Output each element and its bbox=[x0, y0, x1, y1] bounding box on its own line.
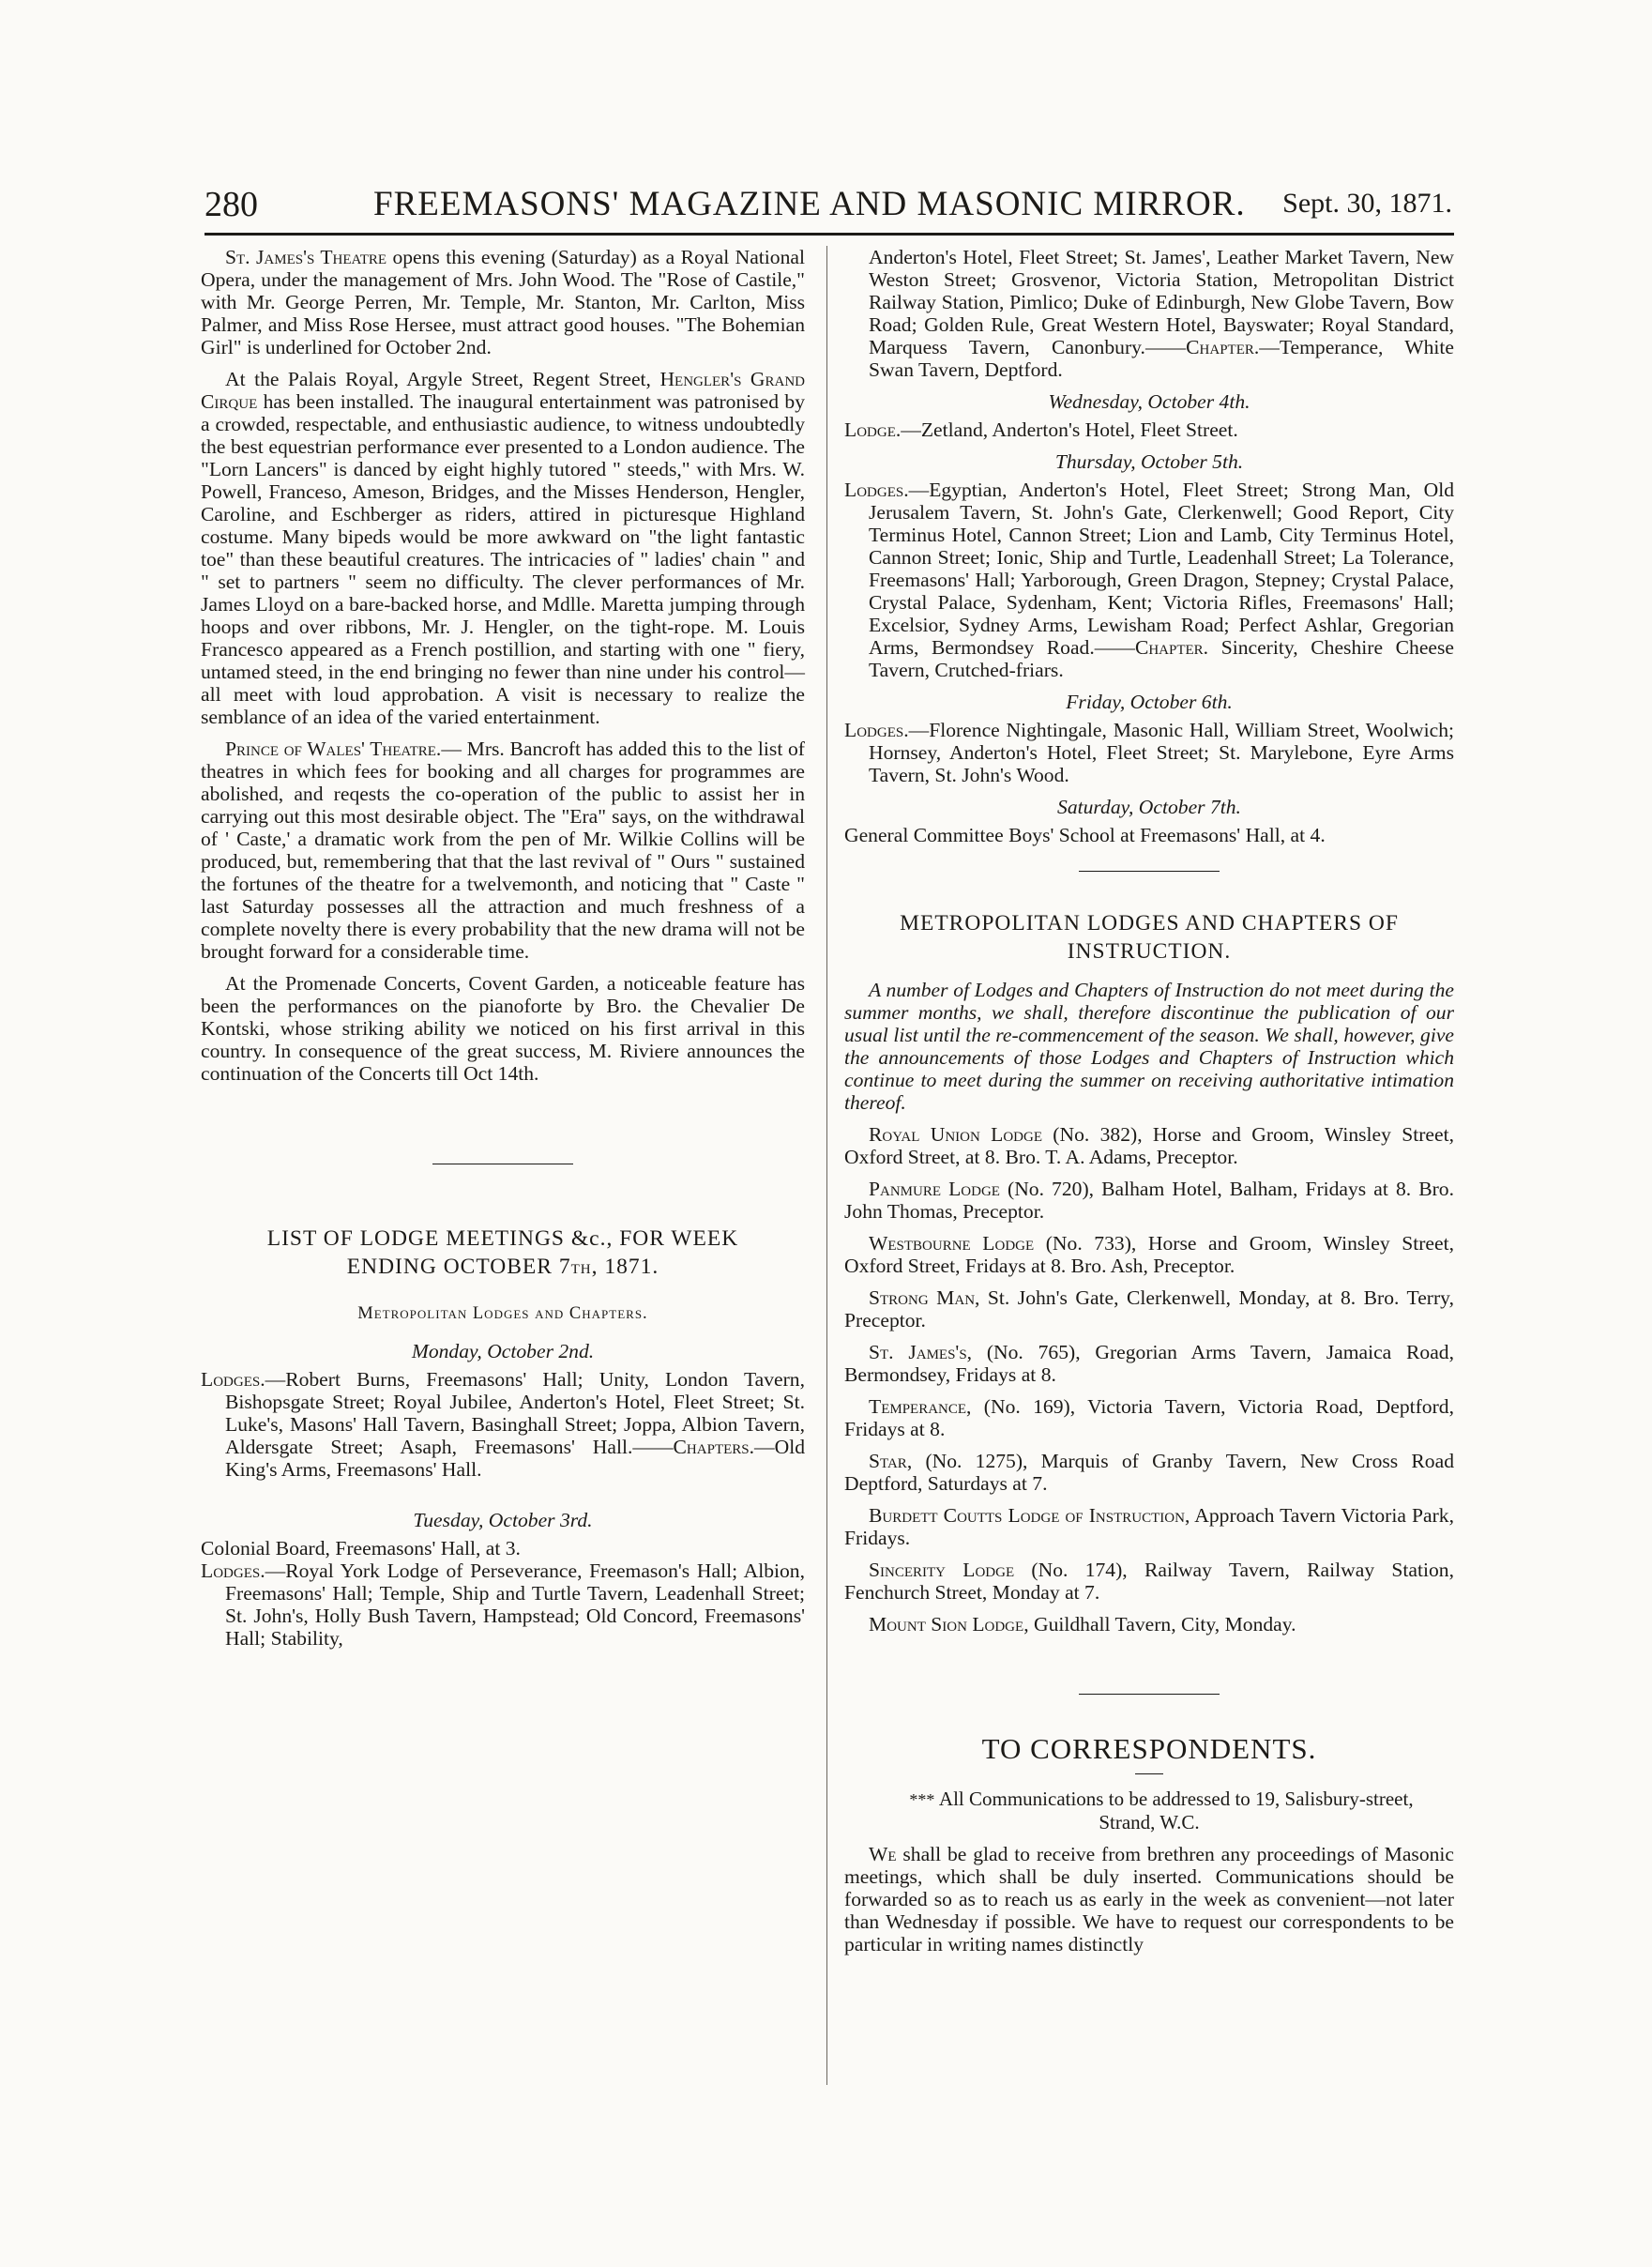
correspondents-address: *** All Communications to be addressed to 19, Salisbury-street, Strand, W.C. bbox=[909, 1788, 1414, 1833]
instruction-entry-text: , Guildhall Tavern, City, Monday. bbox=[1023, 1613, 1296, 1636]
thursday-heading: Thursday, October 5th. bbox=[1054, 450, 1244, 473]
instruction-entry-text: (No. 382), Horse and Groom, Winsley Street, Oxford Street, at 8. Bro. T. A. Adams, Preceptor. bbox=[844, 1123, 1454, 1168]
instruction-entry-text: , Approach Tavern Victoria Park, Fridays. bbox=[844, 1504, 1454, 1549]
instruction-entry bbox=[844, 1559, 1454, 1604]
prince-of-wales-paragraph: Prince of Wales' Theatre.— Mrs. Bancroft has added this to the list of theatres in which fees for booking and all charges for programmes are abolished, and reqests the co-operation of the public to assist her in carrying out this most desirable object. The "Era" says, on the withdrawal of ' Caste,' a dramatic work from the pen of Mr. Wilkie Collins will be produced, but, remembering that that the last revival of " Ours " sustained the fortunes of the theatre for a twelvemonth, and noticing that " Caste " last Saturday possesses all the attraction and much freshness of a complete novelty there is every probability that the new drama will not be brought forward for a considerable time. bbox=[201, 738, 805, 963]
masthead: FREEMASONS' MAGAZINE AND MASONIC MIRROR. bbox=[373, 185, 1246, 223]
page-number: 280 bbox=[205, 185, 258, 224]
tuesday-entry: Lodges.—Royal York Lodge of Perseverance, Freemason's Hall; Albion, Freemasons' Hall; Temple, Ship and Turtle Tavern, Leadenhall Street; St. John's, Holly Bush Tavern, Hampstead; Old Concord, Freemasons' Hall; Stability, bbox=[201, 1560, 805, 1650]
instruction-entry-name: Burdett Coutts Lodge of Instruction bbox=[869, 1504, 1185, 1527]
instruction-entry-name: Strong Man bbox=[869, 1286, 976, 1309]
instruction-entry-text: (No. 720), Balham Hotel, Balham, Fridays at 8. Bro. John Thomas, Preceptor. bbox=[844, 1178, 1454, 1223]
friday-heading: Friday, October 6th. bbox=[1066, 691, 1233, 713]
saturday-heading: Saturday, October 7th. bbox=[1057, 796, 1241, 818]
instruction-entry-name: Royal Union Lodge bbox=[869, 1123, 1042, 1146]
right-column bbox=[844, 246, 1454, 1965]
colonial-board-entry: Colonial Board, Freemasons' Hall, at 3. bbox=[201, 1537, 521, 1560]
issue-date: Sept. 30, 1871. bbox=[1282, 188, 1452, 219]
tuesday-heading: Tuesday, October 3rd. bbox=[413, 1509, 593, 1531]
correspondents-notice: We shall be glad to receive from brethren any proceedings of Masonic meetings, which shall be duly inserted. Communications should be forwarded so as to reach us as early in the week as convenient—not later than Wednesday if possible. We have to request our correspondents to be particular in writing names distinctly bbox=[844, 1843, 1454, 1955]
instruction-entry bbox=[844, 1395, 1454, 1440]
instruction-title: METROPOLITAN LODGES AND CHAPTERS OF INSTRUCTION. bbox=[900, 911, 1399, 964]
instruction-entry bbox=[844, 1613, 1454, 1636]
instruction-intro: A number of Lodges and Chapters of Instruction do not meet during the summer months, we shall, therefore discontinue the publication of our usual list until the re-commencement of the season. We shall, however, give the announcements of those Lodges and Chapters of Instruction which continue to meet during the summer on receiving authoritative intimation thereof. bbox=[844, 979, 1454, 1114]
st-james-theatre-paragraph: St. James's Theatre opens this evening (Saturday) as a Royal National Opera, under the management of Mrs. John Wood. The "Rose of Castile," with Mr. George Perren, Mr. Temple, Mr. Stanton, Mr. Carlton, Miss Palmer, and Miss Rose Hersee, must attract good houses. "The Bohemian Girl" is underlined for October 2nd. bbox=[201, 246, 805, 358]
instruction-entry-text: , (No. 1275), Marquis of Granby Tavern, New Cross Road Deptford, Saturdays at 7. bbox=[844, 1450, 1454, 1495]
wednesday-heading: Wednesday, October 4th. bbox=[1048, 390, 1250, 413]
page-header bbox=[205, 184, 1452, 231]
instruction-entry-text: , (No. 765), Gregorian Arms Tavern, Jamaica Road, Bermondsey, Fridays at 8. bbox=[844, 1341, 1455, 1386]
monday-heading: Monday, October 2nd. bbox=[411, 1340, 595, 1362]
instruction-entry bbox=[844, 1450, 1454, 1495]
instruction-entry bbox=[844, 1341, 1454, 1386]
instruction-entry-name: Panmure Lodge bbox=[869, 1178, 1000, 1200]
lodge-meetings-title: LIST OF LODGE MEETINGS &c., FOR WEEK ENDING OCTOBER 7TH, 1871. bbox=[266, 1226, 739, 1279]
instruction-entry bbox=[844, 1232, 1454, 1277]
instruction-entry bbox=[844, 1178, 1454, 1223]
instruction-entry bbox=[844, 1123, 1454, 1168]
instruction-entry-text: (No. 733), Horse and Groom, Winsley Street, Oxford Street, Fridays at 8. Bro. Ash, Preceptor. bbox=[844, 1232, 1454, 1277]
instruction-entry-name: Star bbox=[869, 1450, 907, 1472]
left-column bbox=[201, 246, 805, 1659]
header-rule bbox=[205, 233, 1454, 236]
section-divider bbox=[1079, 871, 1220, 872]
metropolitan-subhead: Metropolitan Lodges and Chapters. bbox=[357, 1304, 648, 1323]
instruction-entry-text: , St. John's Gate, Clerkenwell, Monday, at 8. Bro. Terry, Preceptor. bbox=[844, 1286, 1454, 1331]
instruction-entry-text: , (No. 169), Victoria Tavern, Victoria Road, Deptford, Fridays at 8. bbox=[844, 1395, 1454, 1440]
saturday-entry: General Committee Boys' School at Freemasons' Hall, at 4. bbox=[844, 824, 1326, 846]
promenade-concerts-paragraph: At the Promenade Concerts, Covent Garden, a noticeable feature has been the performances on the pianoforte by Bro. the Chevalier De Kontski, whose striking ability we noticed on his first arrival in this country. In consequence of the great success, M. Riviere announces the continuation of the Concerts till Oct 14th. bbox=[201, 972, 805, 1085]
column-divider bbox=[826, 246, 827, 2085]
correspondents-title: TO CORRESPONDENTS. bbox=[981, 1732, 1317, 1765]
wednesday-entry: Lodge.—Zetland, Anderton's Hotel, Fleet Street. bbox=[844, 418, 1238, 441]
monday-entry: Lodges.—Robert Burns, Freemasons' Hall; Unity, London Tavern, Bishopsgate Street; Royal Jubilee, Anderton's Hotel, Fleet Street; St. Luke's, Masons' Hall Tavern, Basinghall Street; Joppa, Albion Tavern, Aldersgate Street; Asaph, Freemasons' Hall.——Chapters.—Old King's Arms, Freemasons' Hall. bbox=[201, 1368, 805, 1481]
short-divider bbox=[1135, 1773, 1163, 1774]
thursday-entry: Lodges.—Egyptian, Anderton's Hotel, Fleet Street; Strong Man, Old Jerusalem Tavern, St. John's Gate, Clerkenwell; Good Report, City Terminus Hotel, Cannon Street; Lion and Lamb, City Terminus Hotel, Cannon Street; Ionic, Ship and Turtle, Leadenhall Street; La Tolerance, Freemasons' Hall; Yarborough, Green Dragon, Stepney; Crystal Palace, Crystal Palace, Sydenham, Kent; Victoria Rifles, Freemasons' Hall; Excelsior, Sydney Arms, Lewisham Road; Perfect Ashlar, Gregorian Arms, Bermondsey Road.——Chapter. Sincerity, Cheshire Cheese Tavern, Crutched-friars. bbox=[844, 479, 1454, 681]
instruction-entry-name: St. James's bbox=[869, 1341, 967, 1363]
tuesday-entry-continued: Anderton's Hotel, Fleet Street; St. James', Leather Market Tavern, New Weston Street; Grosvenor, Victoria Station, Metropolitan District Railway Station, Pimlico; Duke of Edinburgh, New Globe Tavern, Bow Road; Golden Rule, Great Western Hotel, Bayswater; Royal Standard, Marquess Tavern, Canonbury.——Chapter.—Temperance, White Swan Tavern, Deptford. bbox=[869, 246, 1454, 381]
instruction-list bbox=[844, 1123, 1454, 1636]
friday-entry: Lodges.—Florence Nightingale, Masonic Hall, William Street, Woolwich; Hornsey, Anderton's Hotel, Fleet Street; St. Marylebone, Eyre Arms Tavern, St. John's Wood. bbox=[844, 719, 1454, 786]
instruction-entry-name: Temperance bbox=[869, 1395, 967, 1418]
instruction-entry bbox=[844, 1286, 1454, 1331]
instruction-entry bbox=[844, 1504, 1454, 1549]
instruction-entry-text: (No. 174), Railway Tavern, Railway Station, Fenchurch Street, Monday at 7. bbox=[844, 1559, 1454, 1604]
instruction-entry-name: Westbourne Lodge bbox=[869, 1232, 1035, 1255]
section-divider bbox=[1079, 1694, 1220, 1695]
instruction-entry-name: Mount Sion Lodge bbox=[869, 1613, 1024, 1636]
instruction-entry-name: Sincerity Lodge bbox=[869, 1559, 1015, 1581]
palais-royal-paragraph: At the Palais Royal, Argyle Street, Regent Street, Hengler's Grand Cirque has been installed. The inaugural entertainment was patronised by a crowded, respectable, and enthusiastic audience, to witness undoubtedly the best equestrian performance ever presented to a London audience. The "Lorn Lancers" is danced by eight highly tutored " steeds," with Mrs. W. Powell, Franceso, Ameson, Bridges, and the Misses Henderson, Hengler, Caroline, and Eschberger as riders, attired in picturesque Highland costume. Many bipeds would be more awkward on "the light fantastic toe" than these beautiful creatures. The intricacies of " ladies' chain " and " set to partners " seem no difficulty. The clever performances of Mr. James Lloyd on a bare-backed horse, and Mdlle. Maretta jumping through hoops and over ribbons, Mr. J. Hengler, on the tight-rope. M. Louis Francesco appeared as a French postillion, and starting with one " fiery, untamed steed, in the end bringing no fewer than nine under his control—all meet with loud approbation. A visit is necessary to realize the semblance of an idea of the varied entertainment. bbox=[201, 368, 805, 728]
